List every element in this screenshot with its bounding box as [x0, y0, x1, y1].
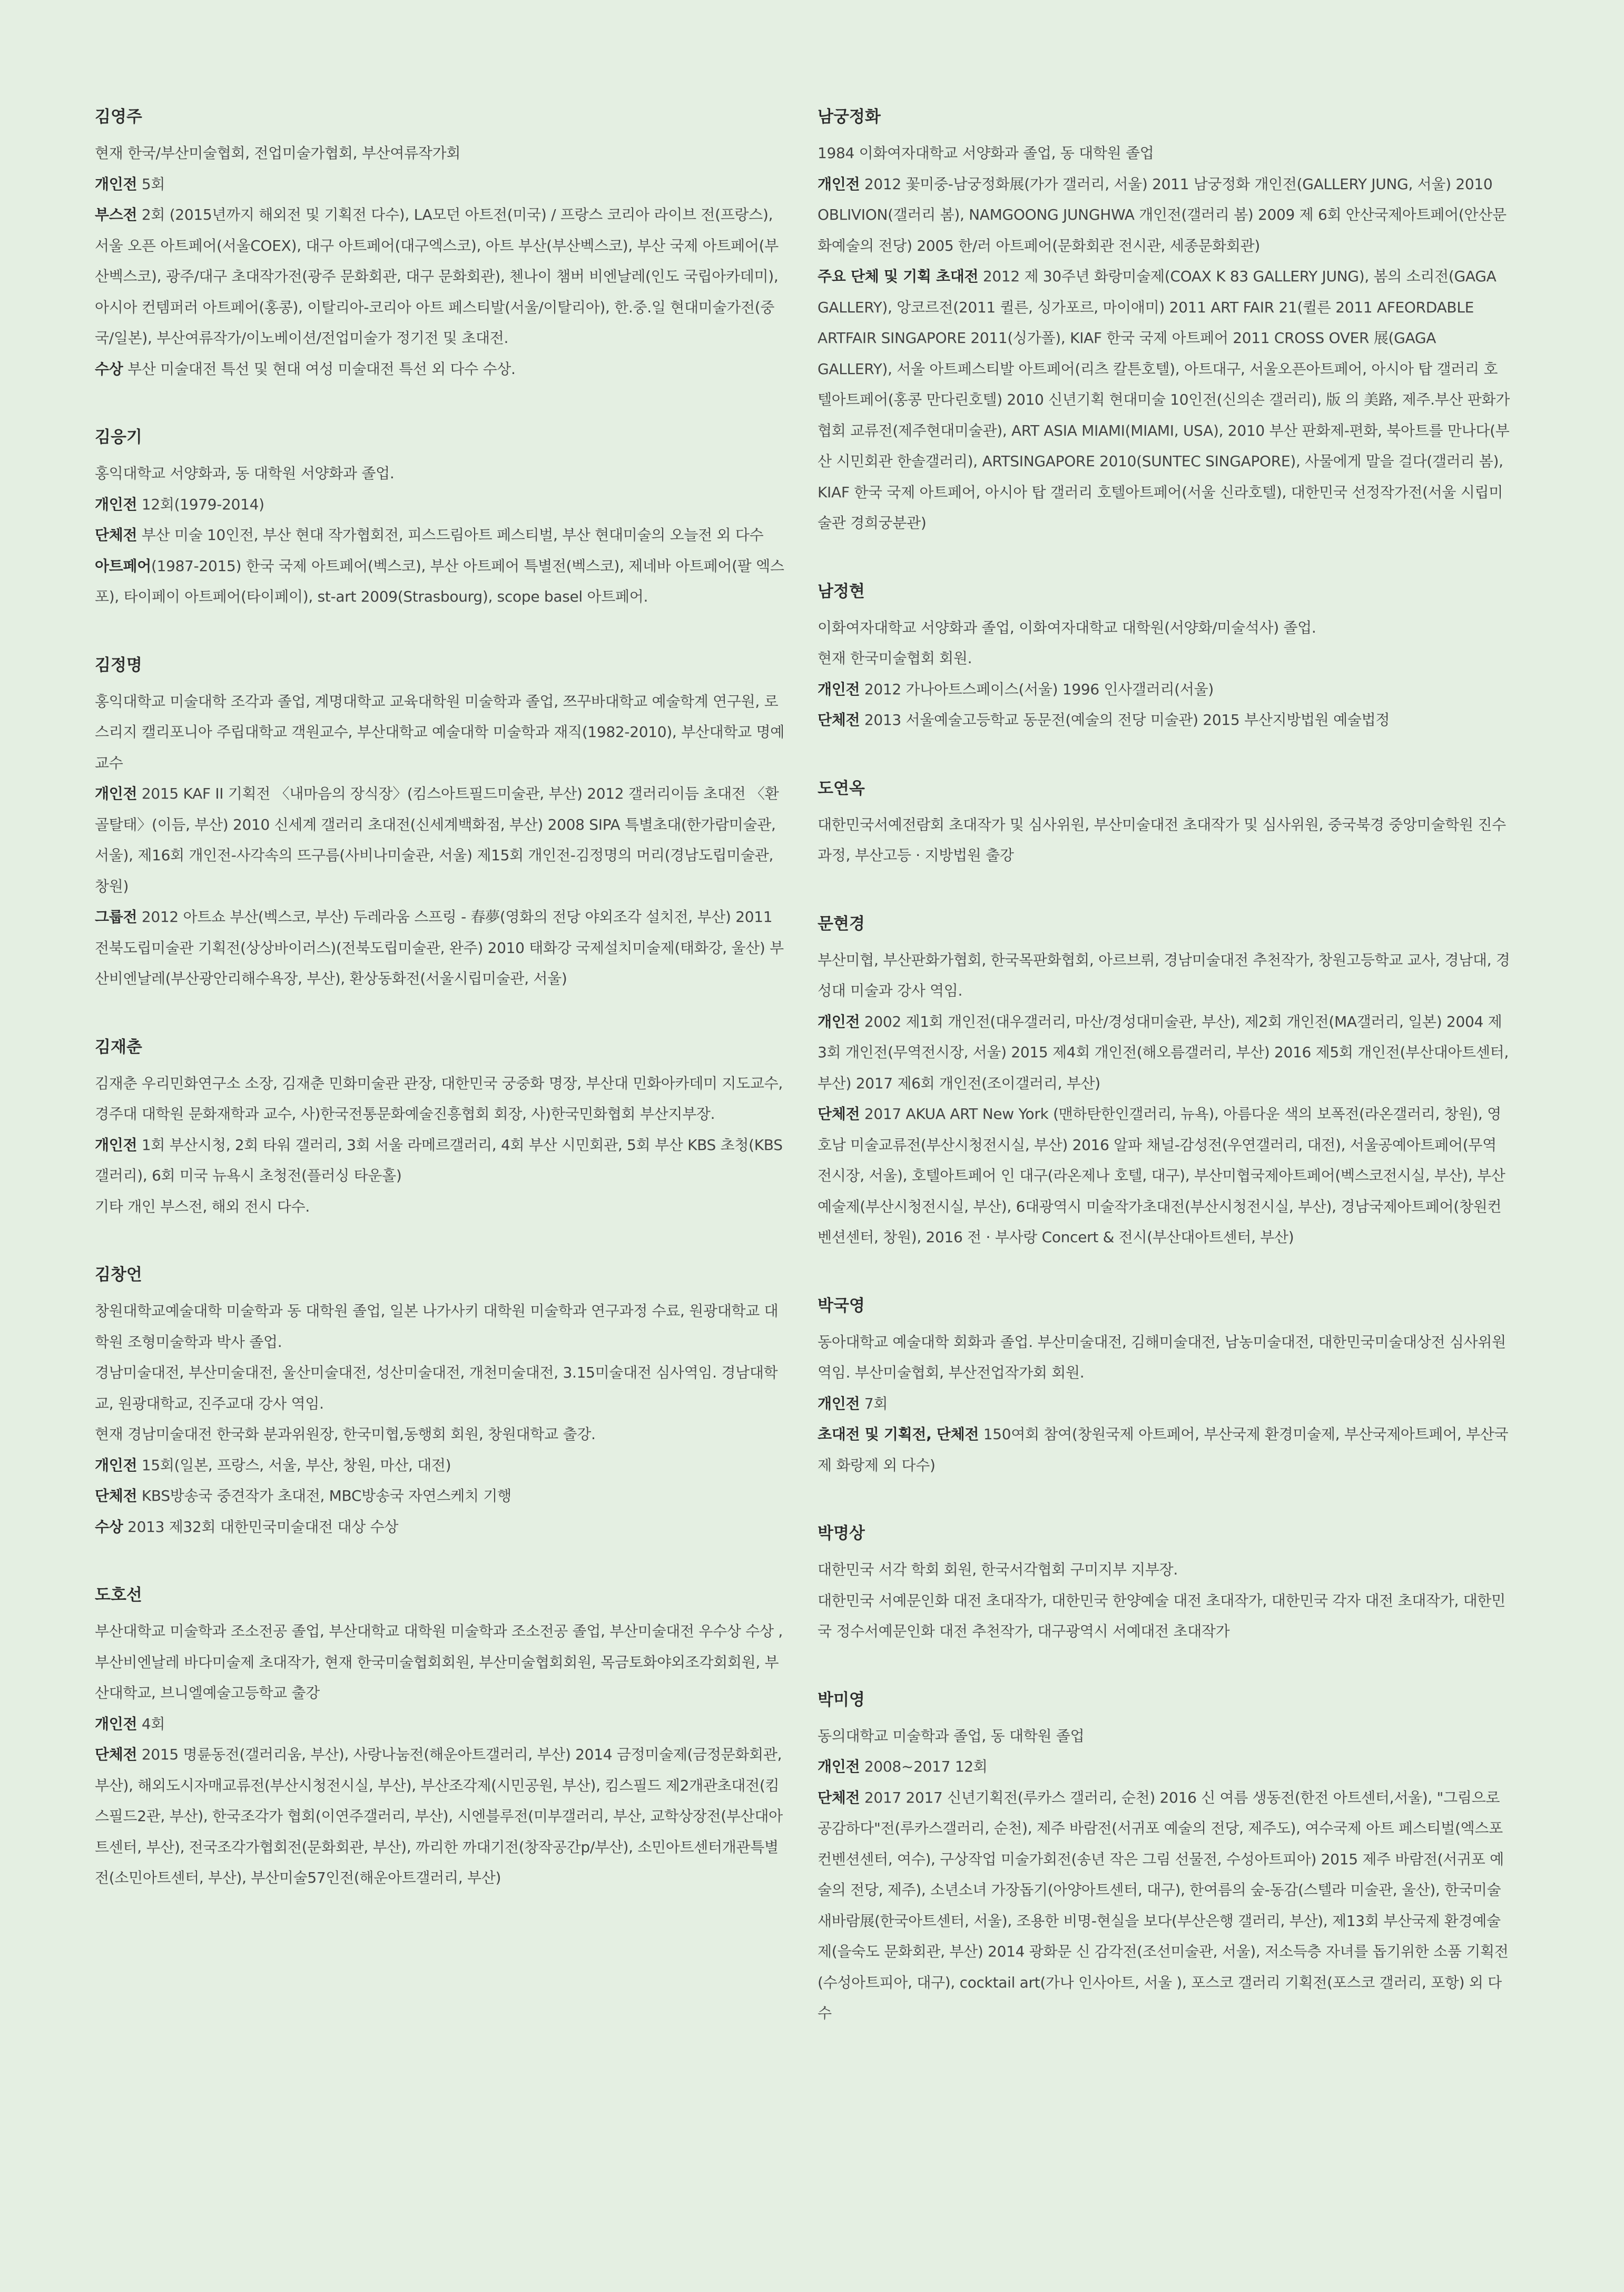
- bio-text: 부산미협, 부산판화가협회, 한국목판화협회, 아르브뤼, 경남미술대전 추천작가, 창원고등학교 교사, 경남대, 경성대 미술과 강사 역임.: [818, 951, 1510, 999]
- section-label: 개인전: [818, 175, 860, 193]
- bio-text: 2002 제1회 개인전(대우갤러리, 마산/경성대미술관, 부산), 제2회 개인전(MA갤러리, 일본) 2004 제3회 개인전(무역전시장, 서울) 2015 제4회 개인전(해오름갤러리, 부산) 2016 제5회 개인전(부산대아트센터, 부산) 2017 제6회 개인전(조이갤러리, 부산): [818, 1012, 1509, 1092]
- bio-text: 4회: [137, 1715, 165, 1733]
- artist-name: 김재춘: [95, 1037, 142, 1057]
- bio-paragraph: [95, 354, 788, 385]
- bio-paragraph: [95, 458, 788, 489]
- bio-text: 2017 AKUA ART New York (맨하탄한인갤러리, 뉴욕), 아름다운 색의 보폭전(라온갤러리, 창원), 영호남 미술교류전(부산시청전시실, 부산) 2016 알파 채널-감성전(우연갤러리, 대전), 서울공예아트페어(무역전시장, 서울), 호텔아트페어 인 대구(라온제나 호텔, 대구), 부산미협국제아트페어(벡스코전시실, 부산), 부산예술제(부산시청전시실, 부산), 6대광역시 미술작가초대전(부산시청전시실, 부산), 경남국제아트페어(창원컨벤션센터, 창원), 2016 전 · 부사랑 Concert & 전시(부산대아트센터, 부산): [818, 1105, 1505, 1246]
- bio-paragraph: [95, 520, 788, 551]
- bio-text: (1987-2015) 한국 국제 아트페어(벡스코), 부산 아트페어 특별전(벡스코), 제네바 아트페어(팔 엑스포), 타이페이 아트페어(타이페이), st-art 2009(Strasbourg), scope basel 아트페어.: [95, 557, 784, 605]
- bio-text: 2012 아트쇼 부산(벡스코, 부산) 두레라움 스프링 - 春夢(영화의 전당 야외조각 설치전, 부산) 2011 전북도립미술관 기획전(상상바이러스)(전북도립미술관, 완주) 2010 태화강 국제설치미술제(태화강, 울산) 부산비엔날레(부산광안리해수욕장, 부산), 환상동화전(서울시립미술관, 서울): [95, 908, 784, 987]
- artist-entry: [95, 1583, 788, 1894]
- bio-paragraph: [95, 551, 788, 613]
- artist-name: 박미영: [818, 1690, 865, 1709]
- bio-paragraph: [818, 138, 1510, 169]
- bio-paragraph: [95, 1358, 788, 1419]
- section-label: 단체전: [818, 1788, 860, 1806]
- artist-name: 김창언: [95, 1265, 142, 1284]
- bio-text: 창원대학교예술대학 미술학과 동 대학원 졸업, 일본 나가사키 대학원 미술학과 연구과정 수료, 원광대학교 대학원 조형미술학과 박사 졸업.: [95, 1302, 779, 1351]
- section-label: 초대전 및 기획전, 단체전: [818, 1425, 979, 1443]
- bio-paragraph: [818, 1752, 1510, 1783]
- bio-paragraph: [95, 200, 788, 354]
- bio-paragraph: [95, 138, 788, 169]
- bio-text: 홍익대학교 서양화과, 동 대학원 서양화과 졸업.: [95, 465, 395, 482]
- section-label: 단체전: [818, 1105, 860, 1123]
- bio-text: 대한민국 서각 학회 회원, 한국서각협회 구미지부 지부장.: [818, 1561, 1178, 1578]
- bio-paragraph: [95, 489, 788, 520]
- artist-name: 남궁정화: [818, 107, 881, 126]
- bio-paragraph: [95, 1419, 788, 1450]
- section-label: 단체전: [818, 711, 860, 729]
- section-label: 단체전: [95, 1746, 137, 1763]
- bio-text: 15회(일본, 프랑스, 서울, 부산, 창원, 마산, 대전): [137, 1456, 451, 1474]
- bio-text: 부산 미술 10인전, 부산 현대 작가협회전, 피스드림아트 페스티벌, 부산 현대미술의 오늘전 외 다수: [137, 526, 764, 544]
- bio-paragraph: [95, 779, 788, 902]
- section-label: 개인전: [818, 680, 860, 698]
- bio-text: 2017 2017 신년기획전(루카스 갤러리, 순천) 2016 신 여름 생동전(한전 아트센터,서울), "그림으로 공감하다"전(루카스갤러리, 순천), 제주 바람전(서귀포 예술의 전당, 제주도), 여수국제 아트 페스티벌(엑스포 컨벤션센터, 여수), 구상작업 미술가회전(송년 작은 그림 선물전, 수성아트피아) 2015 제주 바람전(서귀포 예술의 전당, 제주), 소년소녀 가장돕기(아양아트센터, 대구), 한여름의 숲-동감(스텔라 미술관, 울산), 한국미술 새바람展(한국아트센터, 서울), 조용한 비명-현실을 보다(부산은행 갤러리, 부산), 제13회 부산국제 환경예술제(을숙도 문화회관, 부산) 2014 광화문 신 감각전(조선미술관, 서울), 저소득층 자녀를 돕기위한 소품 기획전(수성아트피아, 대구), cocktail art(가나 인사아트, 서울 ), 포스코 갤러리 기획전(포스코 갤러리, 포항) 외 다수: [818, 1788, 1509, 2022]
- bio-paragraph: [818, 169, 1510, 262]
- bio-text: 7회: [860, 1394, 888, 1412]
- bio-paragraph: [95, 1450, 788, 1481]
- artist-name: 문현경: [818, 914, 865, 933]
- artist-name: 도호선: [95, 1586, 142, 1605]
- left-column: [95, 105, 788, 1935]
- section-label: 단체전: [95, 1487, 137, 1504]
- bio-paragraph: [95, 1481, 788, 1512]
- bio-paragraph: [818, 810, 1510, 871]
- bio-text: 홍익대학교 미술대학 조각과 졸업, 계명대학교 교육대학원 미술학과 졸업, 쯔꾸바대학교 예술학계 연구원, 로스리지 캘리포니아 주립대학교 객원교수, 부산대학교 예술대학 미술학과 재직(1982-2010), 부산대학교 명예교수: [95, 692, 784, 772]
- right-column: [818, 105, 1510, 2070]
- section-label: 개인전: [95, 1715, 137, 1733]
- artist-name: 박명상: [818, 1524, 865, 1543]
- bio-text: 12회(1979-2014): [137, 495, 264, 513]
- section-label: 그룹전: [95, 908, 137, 926]
- artist-entry: [95, 1036, 788, 1223]
- artist-entry: [818, 1688, 1510, 2029]
- section-label: 개인전: [95, 175, 137, 193]
- bio-paragraph: [818, 1419, 1510, 1481]
- bio-paragraph: [95, 686, 788, 779]
- artist-entry: [95, 1263, 788, 1542]
- bio-paragraph: [818, 1586, 1510, 1647]
- bio-paragraph: [95, 1739, 788, 1894]
- artist-entry: [818, 1294, 1510, 1481]
- artist-entry: [95, 105, 788, 385]
- bio-paragraph: [95, 1296, 788, 1358]
- bio-text: 1회 부산시청, 2회 타워 갤러리, 3회 서울 라메르갤러리, 4회 부산 시민회관, 5회 부산 KBS 초청(KBS 갤러리), 6회 미국 뉴욕시 초청전(플러싱 타운홀): [95, 1136, 783, 1184]
- bio-paragraph: [818, 705, 1510, 736]
- bio-paragraph: [818, 1327, 1510, 1389]
- bio-paragraph: [818, 643, 1510, 674]
- section-label: 수상: [95, 360, 123, 378]
- bio-text: 동아대학교 예술대학 회화과 졸업. 부산미술대전, 김해미술대전, 남농미술대전, 대한민국미술대상전 심사위원역임. 부산미술협회, 부산전업작가회 회원.: [818, 1333, 1506, 1381]
- section-label: 개인전: [95, 785, 137, 802]
- section-label: 단체전: [95, 526, 137, 544]
- bio-text: 김재춘 우리민화연구소 소장, 김재춘 민화미술관 관장, 대한민국 궁중화 명장, 부산대 민화아카데미 지도교수, 경주대 대학원 문화재학과 교수, 사)한국전통문화예술진흥협회 회장, 사)한국민화협회 부산지부장.: [95, 1074, 783, 1123]
- section-label: 아트페어: [95, 557, 151, 575]
- section-label: 부스전: [95, 206, 137, 223]
- section-label: 주요 단체 및 기획 초대전: [818, 268, 979, 285]
- bio-paragraph: [95, 1616, 788, 1709]
- section-label: 개인전: [818, 1394, 860, 1412]
- artist-name: 김응기: [95, 428, 142, 447]
- bio-text: 현재 한국미술협회 회원.: [818, 650, 972, 667]
- artist-name: 김정명: [95, 655, 142, 675]
- bio-text: 부산대학교 미술학과 조소전공 졸업, 부산대학교 대학원 미술학과 조소전공 졸업, 부산미술대전 우수상 수상 , 부산비엔날레 바다미술제 초대작가, 현재 한국미술협회회원, 부산미술협회회원, 목금토화야외조각회회원, 부산대학교, 브니엘예술고등학교 출강: [95, 1622, 783, 1701]
- bio-paragraph: [95, 902, 788, 995]
- bio-text: 동의대학교 미술학과 졸업, 동 대학원 졸업: [818, 1727, 1085, 1745]
- bio-paragraph: [818, 261, 1510, 539]
- bio-paragraph: [95, 1130, 788, 1192]
- artist-entry: [95, 654, 788, 995]
- bio-paragraph: [818, 1099, 1510, 1253]
- section-label: 개인전: [818, 1012, 860, 1030]
- artist-name: 김영주: [95, 107, 142, 126]
- bio-text: 이화여자대학교 서양화과 졸업, 이화여자대학교 대학원(서양화/미술석사) 졸업.: [818, 618, 1316, 636]
- bio-paragraph: [95, 1709, 788, 1740]
- section-label: 개인전: [95, 1136, 137, 1154]
- bio-text: 경남미술대전, 부산미술대전, 울산미술대전, 성산미술대전, 개천미술대전, 3.15미술대전 심사역임. 경남대학교, 원광대학교, 진주교대 강사 역임.: [95, 1364, 778, 1412]
- section-label: 개인전: [818, 1758, 860, 1775]
- bio-paragraph: [818, 1007, 1510, 1099]
- bio-paragraph: [95, 169, 788, 200]
- artist-entry: [818, 777, 1510, 871]
- bio-text: 대한민국 서예문인화 대전 초대작가, 대한민국 한양예술 대전 초대작가, 대한민국 각자 대전 초대작가, 대한민국 정수서예문인화 대전 추천작가, 대구광역시 서예대전 초대작가: [818, 1591, 1505, 1640]
- bio-text: 현재 한국/부산미술협회, 전업미술가협회, 부산여류작가회: [95, 144, 461, 162]
- bio-text: 5회: [137, 175, 165, 193]
- bio-paragraph: [818, 674, 1510, 705]
- artist-name: 남정현: [818, 582, 865, 601]
- bio-text: KBS방송국 중견작가 초대전, MBC방송국 자연스케치 기행: [137, 1487, 511, 1504]
- artist-entry: [818, 1522, 1510, 1647]
- bio-text: 대한민국서예전람회 초대작가 및 심사위원, 부산미술대전 초대작가 및 심사위원, 중국북경 중앙미술학원 진수과정, 부산고등 · 지방법원 출강: [818, 815, 1506, 864]
- bio-text: 2013 서울예술고등학교 동문전(예술의 전당 미술관) 2015 부산지방법원 예술법정: [860, 711, 1390, 729]
- bio-text: 2013 제32회 대한민국미술대전 대상 수상: [123, 1518, 399, 1536]
- bio-text: 2012 꽃미중-남궁정화展(가가 갤러리, 서울) 2011 남궁정화 개인전(GALLERY JUNG, 서울) 2010 OBLIVION(갤러리 봄), NAMGOONG JUNGHWA 개인전(갤러리 봄) 2009 제 6회 안산국제아트페어(안산문화예술의 전당) 2005 한/러 아트페어(문화회관 전시관, 세종문화회관): [818, 175, 1507, 254]
- artist-entry: [818, 580, 1510, 736]
- bio-paragraph: [95, 1192, 788, 1223]
- bio-text: 2회 (2015년까지 해외전 및 기획전 다수), LA모던 아트전(미국) / 프랑스 코리아 라이브 전(프랑스), 서울 오픈 아트페어(서울COEX), 대구 아트페어(대구엑스코), 아트 부산(부산벡스코), 부산 국제 아트페어(부산벡스코), 광주/대구 초대작가전(광주 문화회관, 대구 문화회관), 첸나이 챔버 비엔날레(인도 국립아카데미), 아시아 컨템퍼러 아트페어(홍콩), 이탈리아-코리아 아트 페스티발(서울/이탈리아), 한.중.일 현대미술가전(중국/일본), 부산여류작가/이노베이션/전업미술가 정기전 및 초대전.: [95, 206, 779, 347]
- bio-paragraph: [818, 1555, 1510, 1586]
- section-label: 개인전: [95, 1456, 137, 1474]
- bio-text: 2008~2017 12회: [860, 1758, 988, 1775]
- bio-paragraph: [95, 1512, 788, 1543]
- artist-name: 도연옥: [818, 779, 865, 798]
- bio-paragraph: [818, 1783, 1510, 2029]
- artist-entry: [95, 426, 788, 613]
- artist-entry: [818, 105, 1510, 539]
- bio-paragraph: [95, 1068, 788, 1130]
- bio-paragraph: [818, 1721, 1510, 1752]
- bio-text: 1984 이화여자대학교 서양화과 졸업, 동 대학원 졸업: [818, 144, 1154, 162]
- bio-text: 2012 제 30주년 화랑미술제(COAX K 83 GALLERY JUNG), 봄의 소리전(GAGA GALLERY), 앙코르전(2011 퀼른, 싱가포르, 마이애미) 2011 ART FAIR 21(퀼른 2011 AFEORDABLE ARTFAIR SINGAPORE 2011(싱가폴), KIAF 한국 국제 아트페어 2011 CROSS OVER 展(GAGA GALLERY), 서울 아트페스티발 아트페어(리츠 칼튼호텔), 아트대구, 서울오픈아트페어, 아시아 탑 갤러리 호텔아트페어(홍콩 만다린호텔) 2010 신년기획 현대미술 10인전(신의손 갤러리), 版 의 美路, 제주.부산 판화가협회 교류전(제주현대미술관), ART ASIA MIAMI(MIAMI, USA), 2010 부산 판화제-편화, 북아트를 만나다(부산 시민회관 한솔갤러리), ARTSINGAPORE 2010(SUNTEC SINGAPORE), 사물에게 말을 걸다(갤러리 봄), KIAF 한국 국제 아트페어, 아시아 탑 갤러리 호텔아트페어(서울 신라호텔), 대한민국 선정작가전(서울 시립미술관 경희궁분관): [818, 268, 1510, 532]
- bio-paragraph: [818, 613, 1510, 644]
- section-label: 개인전: [95, 495, 137, 513]
- bio-text: 2015 KAF II 기획전 〈내마음의 장식장〉(킴스아트필드미술관, 부산) 2012 갤러리이듬 초대전 〈환골탈태〉(이듬, 부산) 2010 신세계 갤러리 초대전(신세계백화점, 부산) 2008 SIPA 특별초대(한가람미술관, 서울), 제16회 개인전-사각속의 뜨구름(사비나미술관, 서울) 제15회 개인전-김정명의 머리(경남도립미술관, 창원): [95, 785, 779, 895]
- bio-paragraph: [818, 1389, 1510, 1420]
- bio-text: 현재 경남미술대전 한국화 분과위원장, 한국미협,동행회 회원, 창원대학교 출강.: [95, 1425, 596, 1443]
- bio-text: 부산 미술대전 특선 및 현대 여성 미술대전 특선 외 다수 수상.: [123, 360, 516, 378]
- bio-text: 2015 명륜동전(갤러리움, 부산), 사랑나눔전(해운아트갤러리, 부산) 2014 금정미술제(금정문화회관, 부산), 해외도시자매교류전(부산시청전시실, 부산), 부산조각제(시민공원, 부산), 킴스필드 제2개관초대전(킴스필드2관, 부산), 한국조각가 협회(이연주갤러리, 부산), 시엔블루전(미부갤러리, 부산, 교학상장전(부산대아트센터, 부산), 전국조각가협회전(문화회관, 부산), 까리한 까대기전(창작공간p/부산), 소민아트센터개관특별전(소민아트센터, 부산), 부산미술57인전(해운아트갤러리, 부산): [95, 1746, 783, 1886]
- bio-paragraph: [818, 945, 1510, 1007]
- bio-text: 2012 가나아트스페이스(서울) 1996 인사갤러리(서울): [860, 680, 1214, 698]
- artist-entry: [818, 912, 1510, 1253]
- artist-name: 박국영: [818, 1296, 865, 1315]
- section-label: 수상: [95, 1518, 123, 1536]
- bio-text: 150여회 참여(창원국제 아트페어, 부산국제 환경미술제, 부산국제아트페어, 부산국제 화랑제 외 다수): [818, 1425, 1509, 1474]
- bio-text: 기타 개인 부스전, 해외 전시 다수.: [95, 1197, 310, 1215]
